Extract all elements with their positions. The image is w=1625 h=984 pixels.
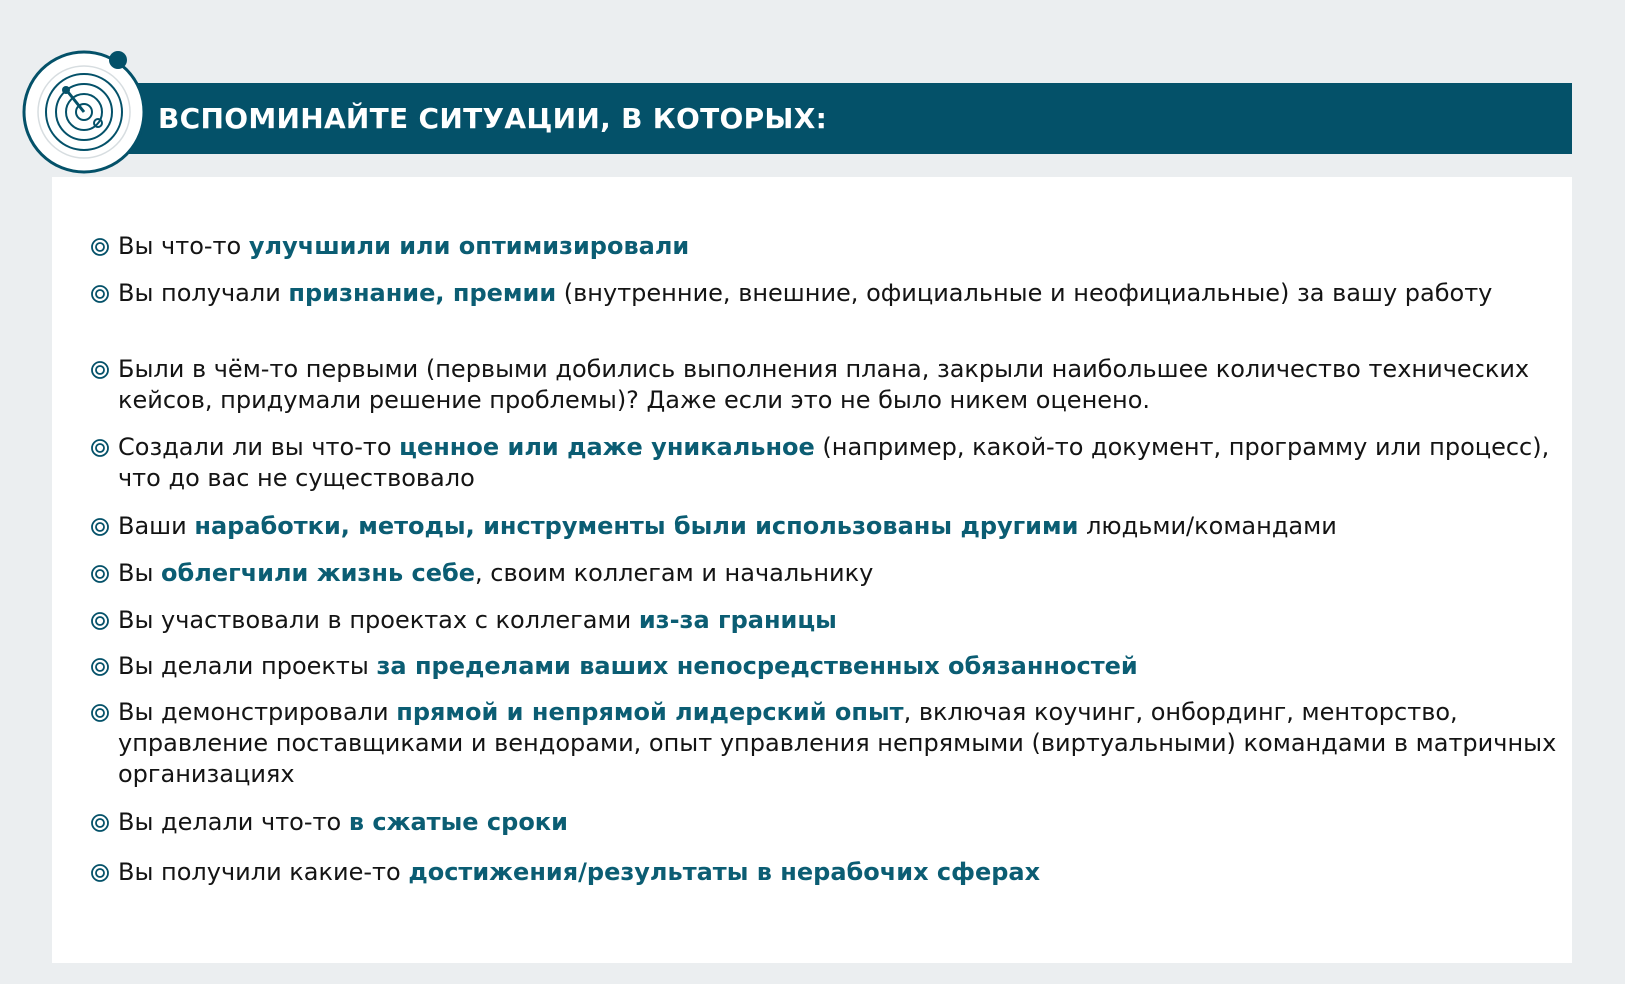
- list-item-text: Вы получали признание, премии (внутренние, внешние, официальные и неофициальные) за вашу работу: [118, 279, 1493, 307]
- list-item-text: Вы что-то улучшили или оптимизировали: [118, 232, 690, 260]
- list-item: [90, 231, 1580, 262]
- list-item-text: Вы получили какие-то достижения/результаты в нерабочих сферах: [118, 858, 1041, 886]
- concentric-circle-bullet-icon: [90, 605, 118, 636]
- concentric-circle-bullet-icon: [90, 432, 118, 463]
- list-item-text: Были в чём-то первыми (первыми добились выполнения плана, закрыли наибольшее количество технических кейсов, придумали решение проблемы)? Даже если это не было никем оценено.: [118, 355, 1530, 414]
- concentric-circle-bullet-icon: [90, 697, 118, 728]
- concentric-circle-bullet-icon: [90, 857, 118, 888]
- concentric-circle-bullet-icon: [90, 558, 118, 589]
- list-item-text: Создали ли вы что-то ценное или даже уникальное (например, какой-то документ, программу или процесс), что до вас не существовало: [118, 433, 1550, 492]
- list-item-text: Вы делали проекты за пределами ваших непосредственных обязанностей: [118, 652, 1138, 680]
- page-title: ВСПОМИНАЙТЕ СИТУАЦИИ, В КОТОРЫХ:: [158, 102, 828, 135]
- concentric-circle-bullet-icon: [90, 354, 118, 385]
- concentric-circle-bullet-icon: [90, 651, 118, 682]
- list-item: [90, 432, 1580, 494]
- list-item: [90, 857, 1580, 888]
- list-item: [90, 278, 1580, 309]
- concentric-circle-bullet-icon: [90, 278, 118, 309]
- list-item: [90, 511, 1580, 542]
- concentric-circle-bullet-icon: [90, 807, 118, 838]
- list-item: [90, 697, 1580, 790]
- concentric-circle-bullet-icon: [90, 231, 118, 262]
- list-item: [90, 354, 1580, 416]
- target-icon: [18, 42, 158, 182]
- list-item: [90, 558, 1580, 589]
- list-item-text: Вы делали что-то в сжатые сроки: [118, 808, 568, 836]
- list-item-text: Ваши наработки, методы, инструменты были использованы другими людьми/командами: [118, 512, 1337, 540]
- list-item-text: Вы участвовали в проектах с коллегами из-за границы: [118, 606, 837, 634]
- list-item: [90, 605, 1580, 636]
- list-item: [90, 807, 1580, 838]
- list-item: [90, 651, 1580, 682]
- list-item-text: Вы демонстрировали прямой и непрямой лидерский опыт, включая коучинг, онбординг, менторство, управление поставщиками и вендорами, опыт управления непрямыми (виртуальными) командами в матричных организациях: [118, 698, 1557, 788]
- list-item-text: Вы облегчили жизнь себе, своим коллегам и начальнику: [118, 559, 874, 587]
- concentric-circle-bullet-icon: [90, 511, 118, 542]
